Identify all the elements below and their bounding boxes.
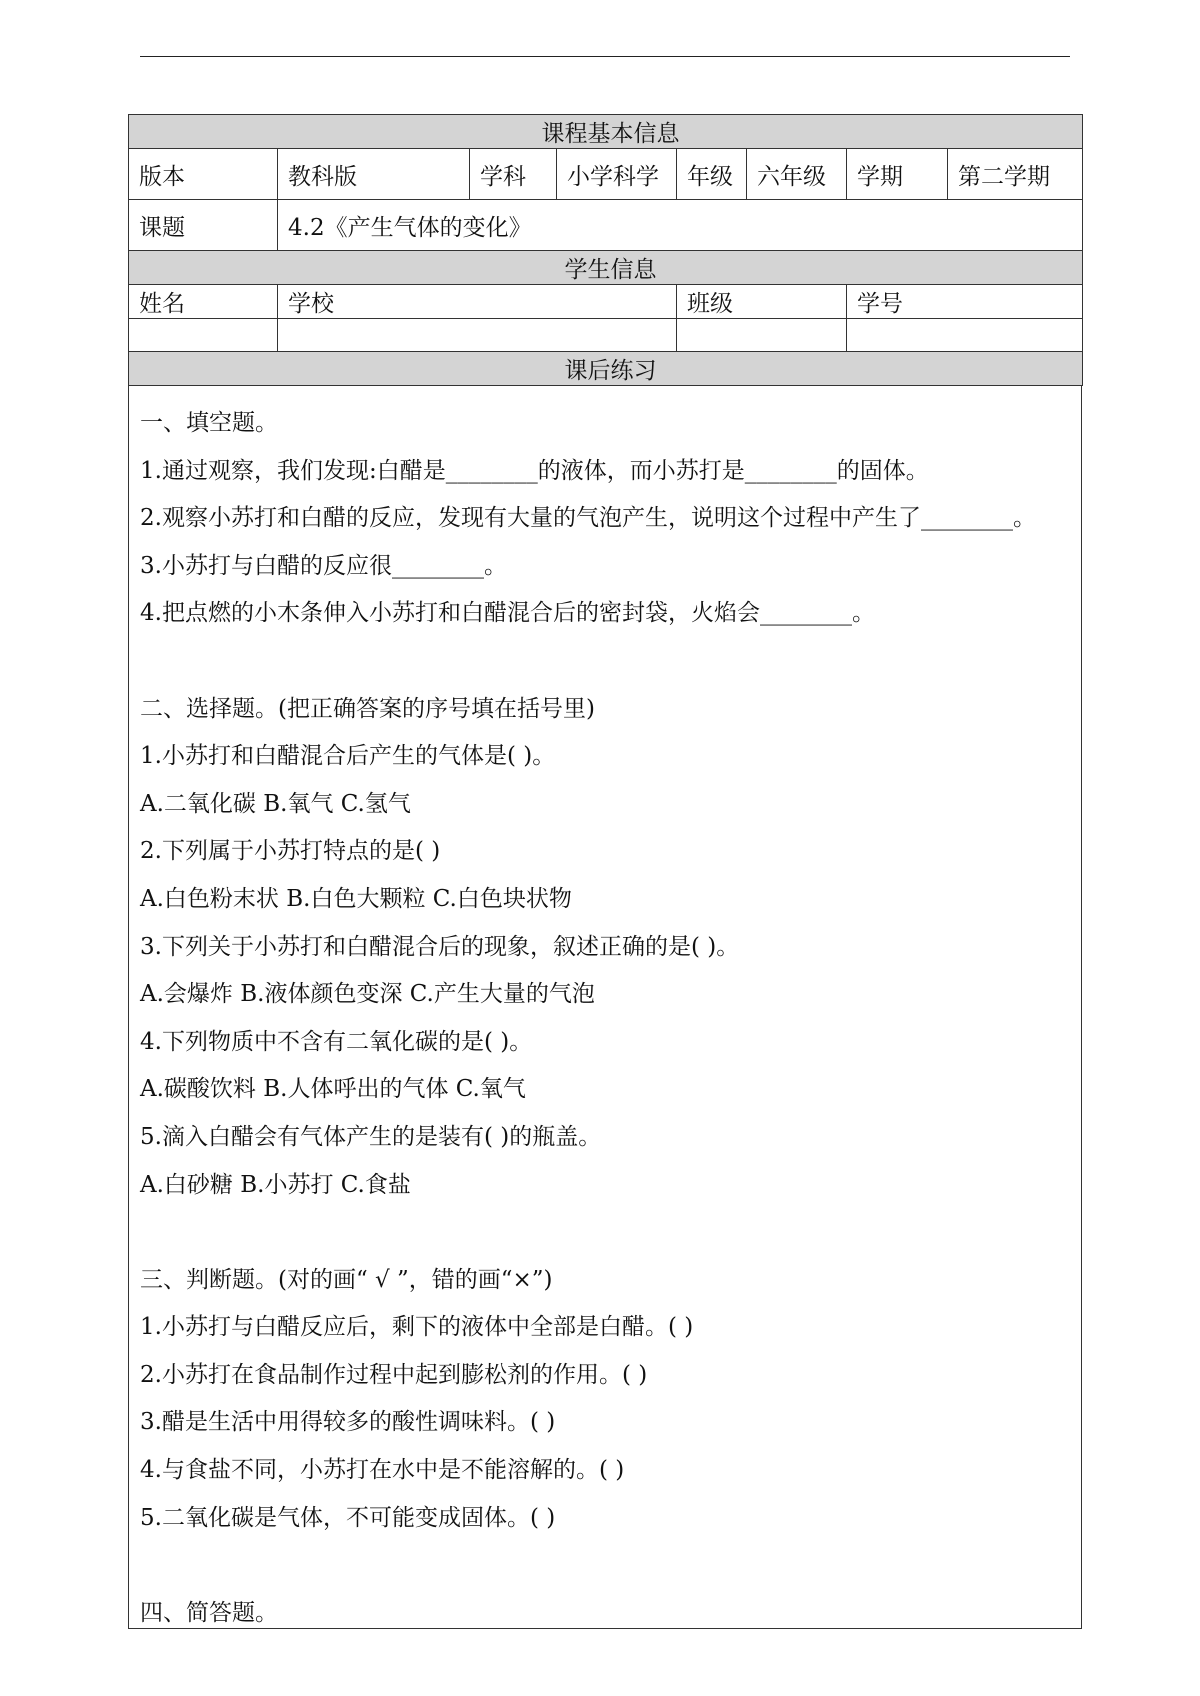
exercise-line: 三、判断题。(对的画“ √ ”，错的画“×”) bbox=[140, 1266, 553, 1293]
exercise-line: 一、填空题。 bbox=[140, 410, 278, 436]
school-field[interactable] bbox=[278, 319, 677, 352]
exercise-line bbox=[140, 638, 1081, 686]
exercise-body bbox=[128, 386, 1082, 1629]
class-label: 班级 bbox=[677, 285, 847, 319]
header-rule bbox=[140, 56, 1070, 57]
exercise-line: 2.下列属于小苏打特点的是( ) bbox=[140, 838, 441, 865]
info-table bbox=[128, 114, 1083, 386]
term-value: 第二学期 bbox=[948, 149, 1083, 200]
exercise-line: A.会爆炸 B.液体颜色变深 C.产生大量的气泡 bbox=[140, 981, 595, 1008]
grade-label: 年级 bbox=[677, 149, 747, 200]
exercise-line: 4.与食盐不同，小苏打在水中是不能溶解的。( ) bbox=[140, 1457, 625, 1484]
exercise-line: 3.下列关于小苏打和白醋混合后的现象，叙述正确的是( )。 bbox=[140, 933, 740, 960]
exercise-line bbox=[140, 1542, 1081, 1590]
exercise-line: 四、简答题。 bbox=[140, 1599, 278, 1626]
class-field[interactable] bbox=[677, 319, 847, 352]
exercise-line: A.白砂糖 B.小苏打 C.食盐 bbox=[140, 1171, 411, 1198]
term-label: 学期 bbox=[847, 149, 948, 200]
exercise-line bbox=[140, 1209, 1081, 1257]
exercise-line: 4.下列物质中不含有二氧化碳的是( )。 bbox=[140, 1028, 533, 1055]
exercise-line: A.碳酸饮料 B.人体呼出的气体 C.氧气 bbox=[140, 1076, 526, 1103]
edition-label: 版本 bbox=[129, 149, 278, 200]
exercise-line: 5.滴入白醋会有气体产生的是装有( )的瓶盖。 bbox=[140, 1123, 602, 1150]
topic-value: 4.2《产生气体的变化》 bbox=[278, 200, 1083, 251]
exercise-line: 4.把点燃的小木条伸入小苏打和白醋混合后的密封袋，火焰会________。 bbox=[140, 600, 875, 627]
exercise-line: 1.通过观察，我们发现:白醋是________的液体，而小苏打是________的固体。 bbox=[140, 457, 929, 484]
exercise-line: 1.小苏打和白醋混合后产生的气体是( )。 bbox=[140, 743, 556, 770]
exercise-line: 1.小苏打与白醋反应后，剩下的液体中全部是白醋。( ) bbox=[140, 1314, 694, 1341]
exercise-line: 3.小苏打与白醋的反应很________。 bbox=[140, 552, 507, 579]
grade-value: 六年级 bbox=[747, 149, 847, 200]
subject-label: 学科 bbox=[470, 149, 557, 200]
school-label: 学校 bbox=[278, 285, 677, 319]
exercise-line: 2.观察小苏打和白醋的反应，发现有大量的气泡产生，说明这个过程中产生了________。 bbox=[140, 505, 1036, 532]
topic-label: 课题 bbox=[129, 200, 278, 251]
name-label: 姓名 bbox=[129, 285, 278, 319]
course-info-header: 课程基本信息 bbox=[129, 115, 1083, 149]
exercise-line: 2.小苏打在食品制作过程中起到膨松剂的作用。( ) bbox=[140, 1361, 648, 1388]
exercise-line: 5.二氧化碳是气体，不可能变成固体。( ) bbox=[140, 1504, 556, 1531]
exercise-header: 课后练习 bbox=[129, 352, 1083, 386]
student-id-label: 学号 bbox=[847, 285, 1083, 319]
edition-value: 教科版 bbox=[278, 149, 470, 200]
worksheet bbox=[128, 114, 1082, 1629]
student-id-field[interactable] bbox=[847, 319, 1083, 352]
student-info-header: 学生信息 bbox=[129, 251, 1083, 285]
exercise-line: A.白色粉末状 B.白色大颗粒 C.白色块状物 bbox=[140, 885, 572, 912]
subject-value: 小学科学 bbox=[557, 149, 677, 200]
exercise-line: 3.醋是生活中用得较多的酸性调味料。( ) bbox=[140, 1409, 556, 1436]
name-field[interactable] bbox=[129, 319, 278, 352]
exercise-line: A.二氧化碳 B.氧气 C.氢气 bbox=[140, 790, 411, 817]
exercise-line: 二、选择题。(把正确答案的序号填在括号里) bbox=[140, 695, 595, 722]
